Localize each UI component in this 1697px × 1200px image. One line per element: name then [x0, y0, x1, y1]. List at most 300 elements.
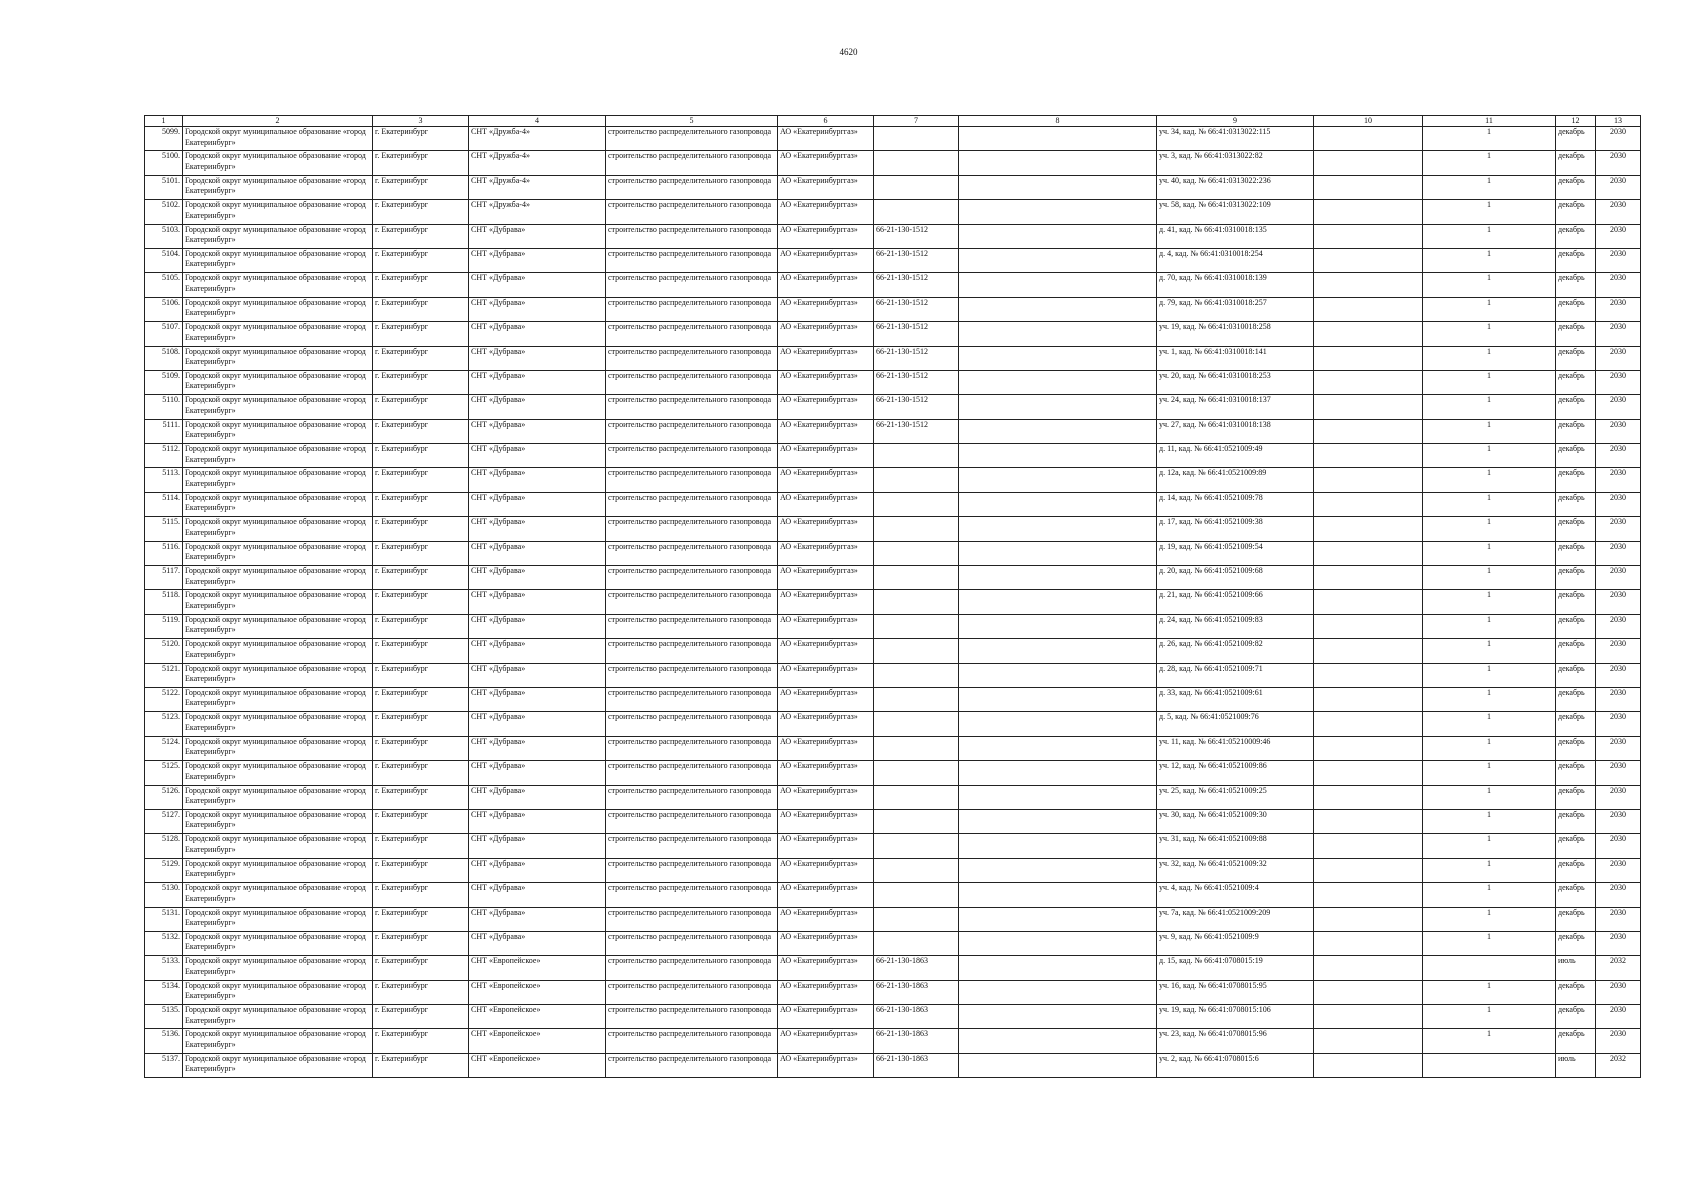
empty-cell: [959, 395, 1157, 419]
work-type-cell: строительство распределительного газопровода: [606, 419, 778, 443]
month-cell: декабрь: [1556, 517, 1596, 541]
address-cell: уч. 4, кад. № 66:41:0521009:4: [1157, 883, 1314, 907]
row-number: 5124.: [145, 736, 183, 760]
empty-cell: [959, 468, 1157, 492]
snt-cell: СНТ «Дружба-4»: [469, 175, 606, 199]
quantity-cell: 1: [1423, 1029, 1556, 1053]
operator-cell: АО «Екатеринбурггаз»: [778, 712, 874, 736]
table-row: [145, 419, 1641, 443]
empty-cell: [1314, 712, 1423, 736]
snt-cell: СНТ «Дубрава»: [469, 566, 606, 590]
work-type-cell: строительство распределительного газопровода: [606, 541, 778, 565]
quantity-cell: 1: [1423, 517, 1556, 541]
row-number: 5103.: [145, 224, 183, 248]
snt-cell: СНТ «Дубрава»: [469, 858, 606, 882]
year-cell: 2030: [1596, 322, 1641, 346]
table-row: [145, 931, 1641, 955]
organization-cell: Городской округ муниципальное образование «город Екатеринбург»: [183, 248, 373, 272]
snt-cell: СНТ «Дубрава»: [469, 883, 606, 907]
city-cell: г. Екатеринбург: [373, 346, 469, 370]
snt-cell: СНТ «Дубрава»: [469, 663, 606, 687]
organization-cell: Городской округ муниципальное образование «город Екатеринбург»: [183, 419, 373, 443]
operator-cell: АО «Екатеринбурггаз»: [778, 687, 874, 711]
city-cell: г. Екатеринбург: [373, 663, 469, 687]
address-cell: уч. 40, кад. № 66:41:0313022:236: [1157, 175, 1314, 199]
work-type-cell: строительство распределительного газопровода: [606, 370, 778, 394]
operator-cell: АО «Екатеринбурггаз»: [778, 1053, 874, 1077]
address-cell: уч. 19, кад. № 66:41:0708015:106: [1157, 1005, 1314, 1029]
code-cell: 66-21-130-1512: [874, 248, 959, 272]
organization-cell: Городской округ муниципальное образование «город Екатеринбург»: [183, 931, 373, 955]
year-cell: 2030: [1596, 614, 1641, 638]
work-type-cell: строительство распределительного газопровода: [606, 663, 778, 687]
city-cell: г. Екатеринбург: [373, 858, 469, 882]
row-number: 5134.: [145, 980, 183, 1004]
empty-cell: [1314, 663, 1423, 687]
snt-cell: СНТ «Дубрава»: [469, 248, 606, 272]
month-cell: декабрь: [1556, 200, 1596, 224]
row-number: 5112.: [145, 444, 183, 468]
year-cell: 2030: [1596, 736, 1641, 760]
empty-cell: [959, 566, 1157, 590]
work-type-cell: строительство распределительного газопровода: [606, 639, 778, 663]
work-type-cell: строительство распределительного газопровода: [606, 1053, 778, 1077]
empty-cell: [959, 590, 1157, 614]
year-cell: 2030: [1596, 151, 1641, 175]
city-cell: г. Екатеринбург: [373, 785, 469, 809]
empty-cell: [1314, 980, 1423, 1004]
organization-cell: Городской округ муниципальное образование «город Екатеринбург»: [183, 444, 373, 468]
quantity-cell: 1: [1423, 541, 1556, 565]
address-cell: уч. 16, кад. № 66:41:0708015:95: [1157, 980, 1314, 1004]
empty-cell: [959, 517, 1157, 541]
code-cell: [874, 468, 959, 492]
month-cell: декабрь: [1556, 809, 1596, 833]
empty-cell: [1314, 151, 1423, 175]
organization-cell: Городской округ муниципальное образование «город Екатеринбург»: [183, 517, 373, 541]
year-cell: 2030: [1596, 468, 1641, 492]
empty-cell: [1314, 639, 1423, 663]
empty-cell: [959, 883, 1157, 907]
quantity-cell: 1: [1423, 346, 1556, 370]
code-cell: [874, 834, 959, 858]
year-cell: 2030: [1596, 492, 1641, 516]
table-row: [145, 224, 1641, 248]
city-cell: г. Екатеринбург: [373, 322, 469, 346]
empty-cell: [1314, 785, 1423, 809]
snt-cell: СНТ «Дубрава»: [469, 590, 606, 614]
work-type-cell: строительство распределительного газопровода: [606, 224, 778, 248]
table-row: [145, 1005, 1641, 1029]
empty-cell: [959, 834, 1157, 858]
address-cell: д. 28, кад. № 66:41:0521009:71: [1157, 663, 1314, 687]
organization-cell: Городской округ муниципальное образование «город Екатеринбург»: [183, 1053, 373, 1077]
quantity-cell: 1: [1423, 175, 1556, 199]
year-cell: 2030: [1596, 858, 1641, 882]
address-cell: д. 4, кад. № 66:41:0310018:254: [1157, 248, 1314, 272]
organization-cell: Городской округ муниципальное образование «город Екатеринбург»: [183, 492, 373, 516]
city-cell: г. Екатеринбург: [373, 468, 469, 492]
row-number: 5100.: [145, 151, 183, 175]
organization-cell: Городской округ муниципальное образование «город Екатеринбург»: [183, 395, 373, 419]
empty-cell: [959, 736, 1157, 760]
month-cell: декабрь: [1556, 590, 1596, 614]
organization-cell: Городской округ муниципальное образование «город Екатеринбург»: [183, 761, 373, 785]
work-type-cell: строительство распределительного газопровода: [606, 517, 778, 541]
quantity-cell: 1: [1423, 200, 1556, 224]
address-cell: д. 79, кад. № 66:41:0310018:257: [1157, 297, 1314, 321]
code-cell: 66-21-130-1863: [874, 1005, 959, 1029]
empty-cell: [959, 127, 1157, 151]
year-cell: 2030: [1596, 809, 1641, 833]
city-cell: г. Екатеринбург: [373, 273, 469, 297]
organization-cell: Городской округ муниципальное образование «город Екатеринбург»: [183, 151, 373, 175]
quantity-cell: [1423, 1053, 1556, 1077]
city-cell: г. Екатеринбург: [373, 834, 469, 858]
code-cell: [874, 566, 959, 590]
year-cell: 2030: [1596, 224, 1641, 248]
organization-cell: Городской округ муниципальное образование «город Екатеринбург»: [183, 370, 373, 394]
empty-cell: [1314, 127, 1423, 151]
organization-cell: Городской округ муниципальное образование «город Екатеринбург»: [183, 322, 373, 346]
operator-cell: АО «Екатеринбурггаз»: [778, 492, 874, 516]
snt-cell: СНТ «Дубрава»: [469, 614, 606, 638]
empty-cell: [1314, 883, 1423, 907]
row-number: 5121.: [145, 663, 183, 687]
empty-cell: [1314, 468, 1423, 492]
code-cell: [874, 517, 959, 541]
empty-cell: [959, 858, 1157, 882]
code-cell: [874, 492, 959, 516]
address-cell: уч. 2, кад. № 66:41:0708015:6: [1157, 1053, 1314, 1077]
address-cell: д. 41, кад. № 66:41:0310018:135: [1157, 224, 1314, 248]
work-type-cell: строительство распределительного газопровода: [606, 200, 778, 224]
city-cell: г. Екатеринбург: [373, 590, 469, 614]
year-cell: 2030: [1596, 663, 1641, 687]
operator-cell: АО «Екатеринбурггаз»: [778, 297, 874, 321]
column-header: 10: [1314, 116, 1423, 127]
quantity-cell: 1: [1423, 834, 1556, 858]
empty-cell: [1314, 761, 1423, 785]
operator-cell: АО «Екатеринбурггаз»: [778, 322, 874, 346]
snt-cell: СНТ «Дубрава»: [469, 395, 606, 419]
city-cell: г. Екатеринбург: [373, 980, 469, 1004]
operator-cell: АО «Екатеринбурггаз»: [778, 444, 874, 468]
month-cell: декабрь: [1556, 273, 1596, 297]
code-cell: [874, 907, 959, 931]
code-cell: [874, 883, 959, 907]
snt-cell: СНТ «Дружба-4»: [469, 200, 606, 224]
city-cell: г. Екатеринбург: [373, 297, 469, 321]
snt-cell: СНТ «Дубрава»: [469, 931, 606, 955]
row-number: 5111.: [145, 419, 183, 443]
code-cell: [874, 712, 959, 736]
row-number: 5129.: [145, 858, 183, 882]
snt-cell: СНТ «Дубрава»: [469, 444, 606, 468]
quantity-cell: 1: [1423, 370, 1556, 394]
address-cell: уч. 7а, кад. № 66:41:0521009:209: [1157, 907, 1314, 931]
address-cell: уч. 58, кад. № 66:41:0313022:109: [1157, 200, 1314, 224]
operator-cell: АО «Екатеринбурггаз»: [778, 175, 874, 199]
year-cell: 2030: [1596, 931, 1641, 955]
operator-cell: АО «Екатеринбурггаз»: [778, 517, 874, 541]
work-type-cell: строительство распределительного газопровода: [606, 736, 778, 760]
table-row: [145, 980, 1641, 1004]
work-type-cell: строительство распределительного газопровода: [606, 346, 778, 370]
work-type-cell: строительство распределительного газопровода: [606, 980, 778, 1004]
city-cell: г. Екатеринбург: [373, 614, 469, 638]
address-cell: уч. 20, кад. № 66:41:0310018:253: [1157, 370, 1314, 394]
snt-cell: СНТ «Европейское»: [469, 980, 606, 1004]
empty-cell: [1314, 444, 1423, 468]
work-type-cell: строительство распределительного газопровода: [606, 590, 778, 614]
operator-cell: АО «Екатеринбурггаз»: [778, 907, 874, 931]
empty-cell: [1314, 517, 1423, 541]
operator-cell: АО «Екатеринбурггаз»: [778, 566, 874, 590]
row-number: 5135.: [145, 1005, 183, 1029]
table-body: [145, 127, 1641, 1078]
code-cell: [874, 614, 959, 638]
month-cell: декабрь: [1556, 541, 1596, 565]
empty-cell: [959, 297, 1157, 321]
quantity-cell: 1: [1423, 322, 1556, 346]
quantity-cell: 1: [1423, 468, 1556, 492]
month-cell: декабрь: [1556, 687, 1596, 711]
snt-cell: СНТ «Европейское»: [469, 956, 606, 980]
table-row: [145, 907, 1641, 931]
year-cell: 2030: [1596, 395, 1641, 419]
year-cell: 2030: [1596, 834, 1641, 858]
code-cell: 66-21-130-1512: [874, 370, 959, 394]
snt-cell: СНТ «Дубрава»: [469, 712, 606, 736]
year-cell: 2030: [1596, 273, 1641, 297]
column-header: 12: [1556, 116, 1596, 127]
operator-cell: АО «Екатеринбурггаз»: [778, 1029, 874, 1053]
empty-cell: [1314, 297, 1423, 321]
city-cell: г. Екатеринбург: [373, 248, 469, 272]
address-cell: д. 26, кад. № 66:41:0521009:82: [1157, 639, 1314, 663]
quantity-cell: 1: [1423, 395, 1556, 419]
empty-cell: [1314, 322, 1423, 346]
code-cell: 66-21-130-1863: [874, 980, 959, 1004]
address-cell: уч. 1, кад. № 66:41:0310018:141: [1157, 346, 1314, 370]
row-number: 5113.: [145, 468, 183, 492]
snt-cell: СНТ «Дубрава»: [469, 468, 606, 492]
snt-cell: СНТ «Дубрава»: [469, 639, 606, 663]
row-number: 5101.: [145, 175, 183, 199]
month-cell: декабрь: [1556, 346, 1596, 370]
month-cell: декабрь: [1556, 980, 1596, 1004]
empty-cell: [959, 273, 1157, 297]
empty-cell: [1314, 1029, 1423, 1053]
row-number: 5132.: [145, 931, 183, 955]
empty-cell: [1314, 346, 1423, 370]
empty-cell: [959, 712, 1157, 736]
address-cell: уч. 31, кад. № 66:41:0521009:88: [1157, 834, 1314, 858]
work-type-cell: строительство распределительного газопровода: [606, 1029, 778, 1053]
empty-cell: [1314, 687, 1423, 711]
city-cell: г. Екатеринбург: [373, 492, 469, 516]
table-row: [145, 639, 1641, 663]
operator-cell: АО «Екатеринбурггаз»: [778, 736, 874, 760]
month-cell: декабрь: [1556, 883, 1596, 907]
code-cell: [874, 687, 959, 711]
month-cell: декабрь: [1556, 444, 1596, 468]
operator-cell: АО «Екатеринбурггаз»: [778, 370, 874, 394]
city-cell: г. Екатеринбург: [373, 687, 469, 711]
organization-cell: Городской округ муниципальное образование «город Екатеринбург»: [183, 834, 373, 858]
operator-cell: АО «Екатеринбурггаз»: [778, 1005, 874, 1029]
month-cell: декабрь: [1556, 370, 1596, 394]
snt-cell: СНТ «Дубрава»: [469, 224, 606, 248]
row-number: 5118.: [145, 590, 183, 614]
empty-cell: [959, 663, 1157, 687]
empty-cell: [1314, 907, 1423, 931]
quantity-cell: 1: [1423, 931, 1556, 955]
organization-cell: Городской округ муниципальное образование «город Екатеринбург»: [183, 785, 373, 809]
address-cell: уч. 27, кад. № 66:41:0310018:138: [1157, 419, 1314, 443]
code-cell: [874, 151, 959, 175]
month-cell: июль: [1556, 1053, 1596, 1077]
address-cell: уч. 9, кад. № 66:41:0521009:9: [1157, 931, 1314, 955]
row-number: 5133.: [145, 956, 183, 980]
city-cell: г. Екатеринбург: [373, 1005, 469, 1029]
city-cell: г. Екатеринбург: [373, 395, 469, 419]
quantity-cell: 1: [1423, 785, 1556, 809]
month-cell: декабрь: [1556, 175, 1596, 199]
quantity-cell: 1: [1423, 639, 1556, 663]
work-type-cell: строительство распределительного газопровода: [606, 395, 778, 419]
month-cell: декабрь: [1556, 785, 1596, 809]
address-cell: уч. 11, кад. № 66:41:05210009:46: [1157, 736, 1314, 760]
table-row: [145, 273, 1641, 297]
table-row: [145, 541, 1641, 565]
table-row: [145, 468, 1641, 492]
column-header: 9: [1157, 116, 1314, 127]
empty-cell: [1314, 931, 1423, 955]
quantity-cell: 1: [1423, 151, 1556, 175]
quantity-cell: 1: [1423, 883, 1556, 907]
table-row: [145, 395, 1641, 419]
code-cell: 66-21-130-1863: [874, 1053, 959, 1077]
empty-cell: [959, 248, 1157, 272]
empty-cell: [959, 224, 1157, 248]
empty-cell: [959, 907, 1157, 931]
organization-cell: Городской округ муниципальное образование «город Екатеринбург»: [183, 1029, 373, 1053]
quantity-cell: 1: [1423, 492, 1556, 516]
quantity-cell: 1: [1423, 980, 1556, 1004]
snt-cell: СНТ «Дубрава»: [469, 761, 606, 785]
work-type-cell: строительство распределительного газопровода: [606, 248, 778, 272]
empty-cell: [1314, 858, 1423, 882]
code-cell: 66-21-130-1863: [874, 1029, 959, 1053]
address-cell: уч. 12, кад. № 66:41:0521009:86: [1157, 761, 1314, 785]
code-cell: 66-21-130-1512: [874, 224, 959, 248]
year-cell: 2030: [1596, 1029, 1641, 1053]
row-number: 5130.: [145, 883, 183, 907]
code-cell: [874, 639, 959, 663]
snt-cell: СНТ «Дубрава»: [469, 273, 606, 297]
quantity-cell: [1423, 956, 1556, 980]
row-number: 5115.: [145, 517, 183, 541]
row-number: 5105.: [145, 273, 183, 297]
organization-cell: Городской округ муниципальное образование «город Екатеринбург»: [183, 468, 373, 492]
empty-cell: [1314, 395, 1423, 419]
work-type-cell: строительство распределительного газопровода: [606, 273, 778, 297]
operator-cell: АО «Екатеринбурггаз»: [778, 346, 874, 370]
month-cell: декабрь: [1556, 736, 1596, 760]
table-row: [145, 175, 1641, 199]
year-cell: 2030: [1596, 175, 1641, 199]
year-cell: 2030: [1596, 712, 1641, 736]
work-type-cell: строительство распределительного газопровода: [606, 492, 778, 516]
address-cell: д. 21, кад. № 66:41:0521009:66: [1157, 590, 1314, 614]
address-cell: уч. 24, кад. № 66:41:0310018:137: [1157, 395, 1314, 419]
work-type-cell: строительство распределительного газопровода: [606, 761, 778, 785]
empty-cell: [959, 931, 1157, 955]
code-cell: [874, 175, 959, 199]
quantity-cell: 1: [1423, 712, 1556, 736]
work-type-cell: строительство распределительного газопровода: [606, 322, 778, 346]
table-row: [145, 1029, 1641, 1053]
quantity-cell: 1: [1423, 444, 1556, 468]
organization-cell: Городской округ муниципальное образование «город Екатеринбург»: [183, 175, 373, 199]
work-type-cell: строительство распределительного газопровода: [606, 712, 778, 736]
city-cell: г. Екатеринбург: [373, 419, 469, 443]
snt-cell: СНТ «Дубрава»: [469, 492, 606, 516]
snt-cell: СНТ «Дубрава»: [469, 517, 606, 541]
work-type-cell: строительство распределительного газопровода: [606, 687, 778, 711]
table-row: [145, 712, 1641, 736]
month-cell: декабрь: [1556, 931, 1596, 955]
snt-cell: СНТ «Дубрава»: [469, 322, 606, 346]
operator-cell: АО «Екатеринбурггаз»: [778, 834, 874, 858]
empty-cell: [959, 419, 1157, 443]
empty-cell: [959, 370, 1157, 394]
operator-cell: АО «Екатеринбурггаз»: [778, 273, 874, 297]
organization-cell: Городской округ муниципальное образование «город Екатеринбург»: [183, 980, 373, 1004]
organization-cell: Городской округ муниципальное образование «город Екатеринбург»: [183, 663, 373, 687]
operator-cell: АО «Екатеринбурггаз»: [778, 248, 874, 272]
empty-cell: [1314, 956, 1423, 980]
month-cell: декабрь: [1556, 639, 1596, 663]
column-header: 6: [778, 116, 874, 127]
quantity-cell: 1: [1423, 761, 1556, 785]
work-type-cell: строительство распределительного газопровода: [606, 907, 778, 931]
month-cell: декабрь: [1556, 151, 1596, 175]
table-row: [145, 370, 1641, 394]
snt-cell: СНТ «Европейское»: [469, 1029, 606, 1053]
empty-cell: [959, 1029, 1157, 1053]
city-cell: г. Екатеринбург: [373, 907, 469, 931]
operator-cell: АО «Екатеринбурггаз»: [778, 858, 874, 882]
empty-cell: [959, 175, 1157, 199]
column-header: 2: [183, 116, 373, 127]
table-row: [145, 590, 1641, 614]
table-row: [145, 566, 1641, 590]
row-number: 5099.: [145, 127, 183, 151]
column-header: 11: [1423, 116, 1556, 127]
organization-cell: Городской округ муниципальное образование «город Екатеринбург»: [183, 541, 373, 565]
snt-cell: СНТ «Дубрава»: [469, 346, 606, 370]
quantity-cell: 1: [1423, 590, 1556, 614]
empty-cell: [1314, 492, 1423, 516]
code-cell: [874, 809, 959, 833]
quantity-cell: 1: [1423, 273, 1556, 297]
year-cell: 2030: [1596, 517, 1641, 541]
quantity-cell: 1: [1423, 1005, 1556, 1029]
snt-cell: СНТ «Дубрава»: [469, 785, 606, 809]
